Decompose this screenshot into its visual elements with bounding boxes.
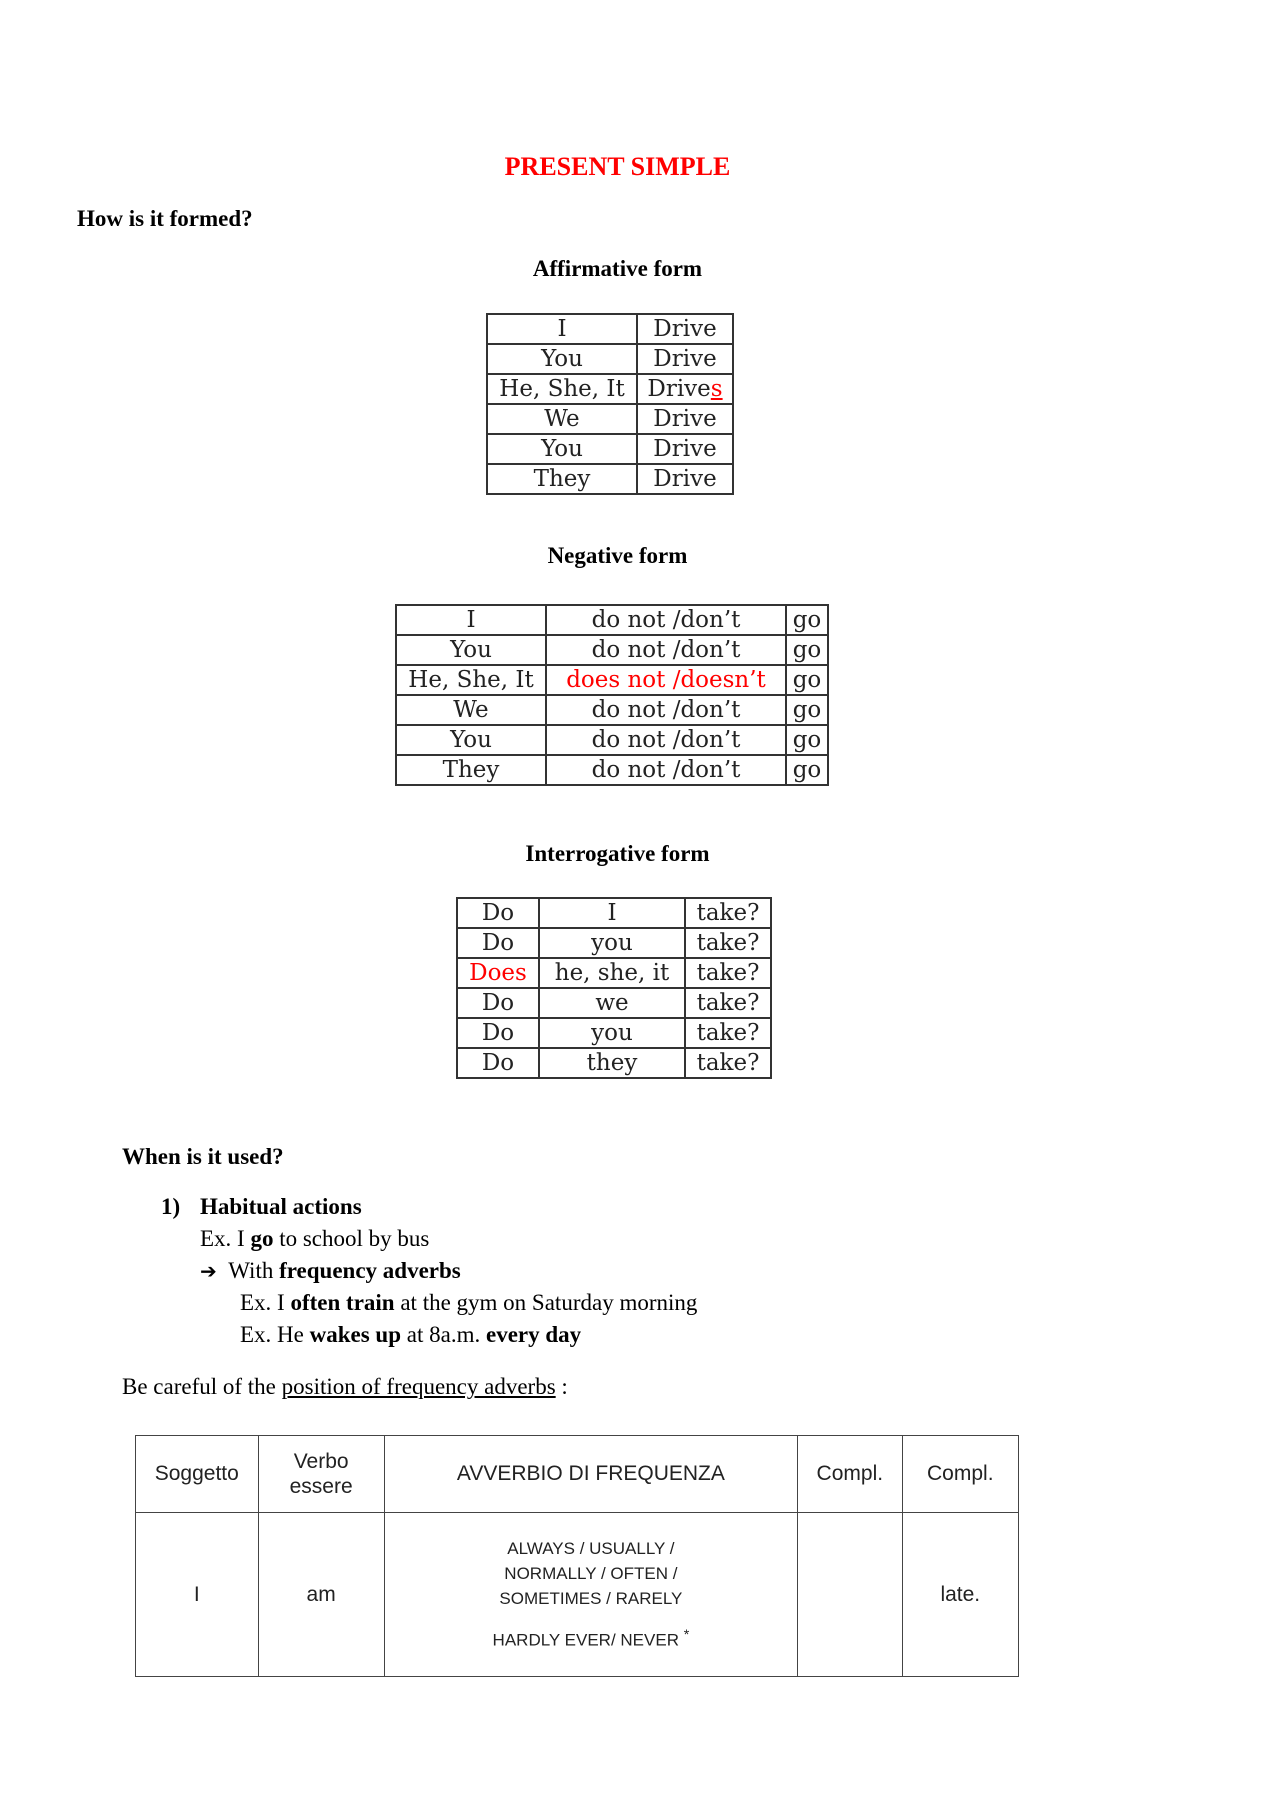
verb-cell: Drive (637, 434, 733, 464)
verb-cell: Drive (637, 404, 733, 434)
subject-cell: We (396, 695, 546, 725)
verb-cell: take? (685, 928, 771, 958)
interrogative-heading: Interrogative form (525, 841, 710, 866)
subject-cell: I (487, 314, 637, 344)
aux-cell: Do (457, 1018, 539, 1048)
subject-cell: you (539, 928, 685, 958)
aux-cell: Do (457, 928, 539, 958)
header-adverb: AVVERBIO DI FREQUENZA (384, 1436, 797, 1513)
frequency-adverbs-line: ➔ With frequency adverbs (200, 1258, 461, 1283)
verb-cell: take? (685, 1018, 771, 1048)
subject-cell: You (396, 725, 546, 755)
subject-cell: They (396, 755, 546, 785)
verb-cell: take? (685, 898, 771, 928)
table-row (457, 1018, 771, 1048)
header-compl-1: Compl. (798, 1436, 903, 1513)
table-row (487, 464, 733, 494)
table-row (487, 314, 733, 344)
aux-cell: Do (457, 1048, 539, 1078)
subject-cell: I (539, 898, 685, 928)
subject-cell: They (487, 464, 637, 494)
example-line-1: Ex. I go to school by bus (200, 1226, 430, 1251)
table-row (487, 344, 733, 374)
header-compl-2: Compl. (902, 1436, 1018, 1513)
header-verb: Verbo essere (258, 1436, 384, 1513)
section-heading-how-formed: How is it formed? (77, 206, 253, 231)
example-line-2: Ex. I often train at the gym on Saturday morning (240, 1290, 698, 1315)
table-row (396, 695, 828, 725)
verb-cell: take? (685, 1048, 771, 1078)
table-row (457, 988, 771, 1018)
row-subject: I (136, 1513, 259, 1677)
aux-cell: do not /don’t (546, 725, 786, 755)
table-row (396, 605, 828, 635)
aux-cell: do not /don’t (546, 755, 786, 785)
row-adverbs: ALWAYS / USUALLY / NORMALLY / OFTEN / SOMETIMES / RARELY HARDLY EVER/ NEVER * (384, 1513, 797, 1677)
verb-cell: Drive (637, 464, 733, 494)
subject-cell: He, She, It (487, 374, 637, 404)
row-verb: am (258, 1513, 384, 1677)
arrow-icon: ➔ (200, 1259, 217, 1283)
verb-cell: go (786, 755, 828, 785)
table-row (396, 665, 828, 695)
list-item-title: Habitual actions (200, 1194, 362, 1219)
verb-cell: go (786, 635, 828, 665)
table-row (457, 1048, 771, 1078)
table-row (487, 374, 733, 404)
table-row (396, 725, 828, 755)
verb-cell: go (786, 695, 828, 725)
verb-cell: go (786, 665, 828, 695)
table-row (487, 434, 733, 464)
subject-cell: He, She, It (396, 665, 546, 695)
verb-stem: Drive (647, 375, 711, 402)
subject-cell: You (487, 344, 637, 374)
section-heading-when-used: When is it used? (122, 1144, 284, 1169)
verb-cell: go (786, 605, 828, 635)
table-row (487, 404, 733, 434)
subject-cell: You (487, 434, 637, 464)
aux-cell: do not /don’t (546, 605, 786, 635)
table-row (457, 958, 771, 988)
verb-cell: go (786, 725, 828, 755)
list-item-number: 1) (161, 1194, 181, 1219)
subject-cell: we (539, 988, 685, 1018)
table-header-row (136, 1436, 1019, 1513)
asterisk-mark: * (683, 1627, 690, 1644)
affirmative-heading: Affirmative form (532, 256, 703, 281)
careful-note: Be careful of the position of frequency adverbs : (122, 1374, 568, 1399)
underlined-phrase: position of frequency adverbs (281, 1374, 556, 1399)
subject-cell: he, she, it (539, 958, 685, 988)
verb-suffix-highlight: s (710, 375, 723, 402)
subject-cell: You (396, 635, 546, 665)
table-row (457, 928, 771, 958)
aux-cell: Do (457, 988, 539, 1018)
verb-cell: take? (685, 958, 771, 988)
verb-cell (637, 374, 733, 404)
row-compl-2: late. (902, 1513, 1018, 1677)
verb-cell: Drive (637, 314, 733, 344)
subject-cell: We (487, 404, 637, 434)
subject-cell: I (396, 605, 546, 635)
aux-cell-highlight: Does (457, 958, 539, 988)
negative-table (395, 604, 829, 786)
interrogative-table (456, 897, 772, 1079)
negative-heading: Negative form (547, 543, 688, 568)
affirmative-table (486, 313, 734, 495)
aux-cell: do not /don’t (546, 695, 786, 725)
table-row (396, 755, 828, 785)
verb-cell: Drive (637, 344, 733, 374)
aux-cell: do not /don’t (546, 635, 786, 665)
header-subject: Soggetto (136, 1436, 259, 1513)
aux-cell-highlight: does not /doesn’t (546, 665, 786, 695)
table-row (136, 1513, 1019, 1677)
subject-cell: you (539, 1018, 685, 1048)
frequency-adverb-table (135, 1435, 1019, 1677)
aux-cell: Do (457, 898, 539, 928)
example-line-3: Ex. He wakes up at 8a.m. every day (240, 1322, 582, 1347)
page-title: PRESENT SIMPLE (504, 152, 731, 181)
row-compl-1 (798, 1513, 903, 1677)
verb-cell: take? (685, 988, 771, 1018)
table-row (457, 898, 771, 928)
subject-cell: they (539, 1048, 685, 1078)
table-row (396, 635, 828, 665)
